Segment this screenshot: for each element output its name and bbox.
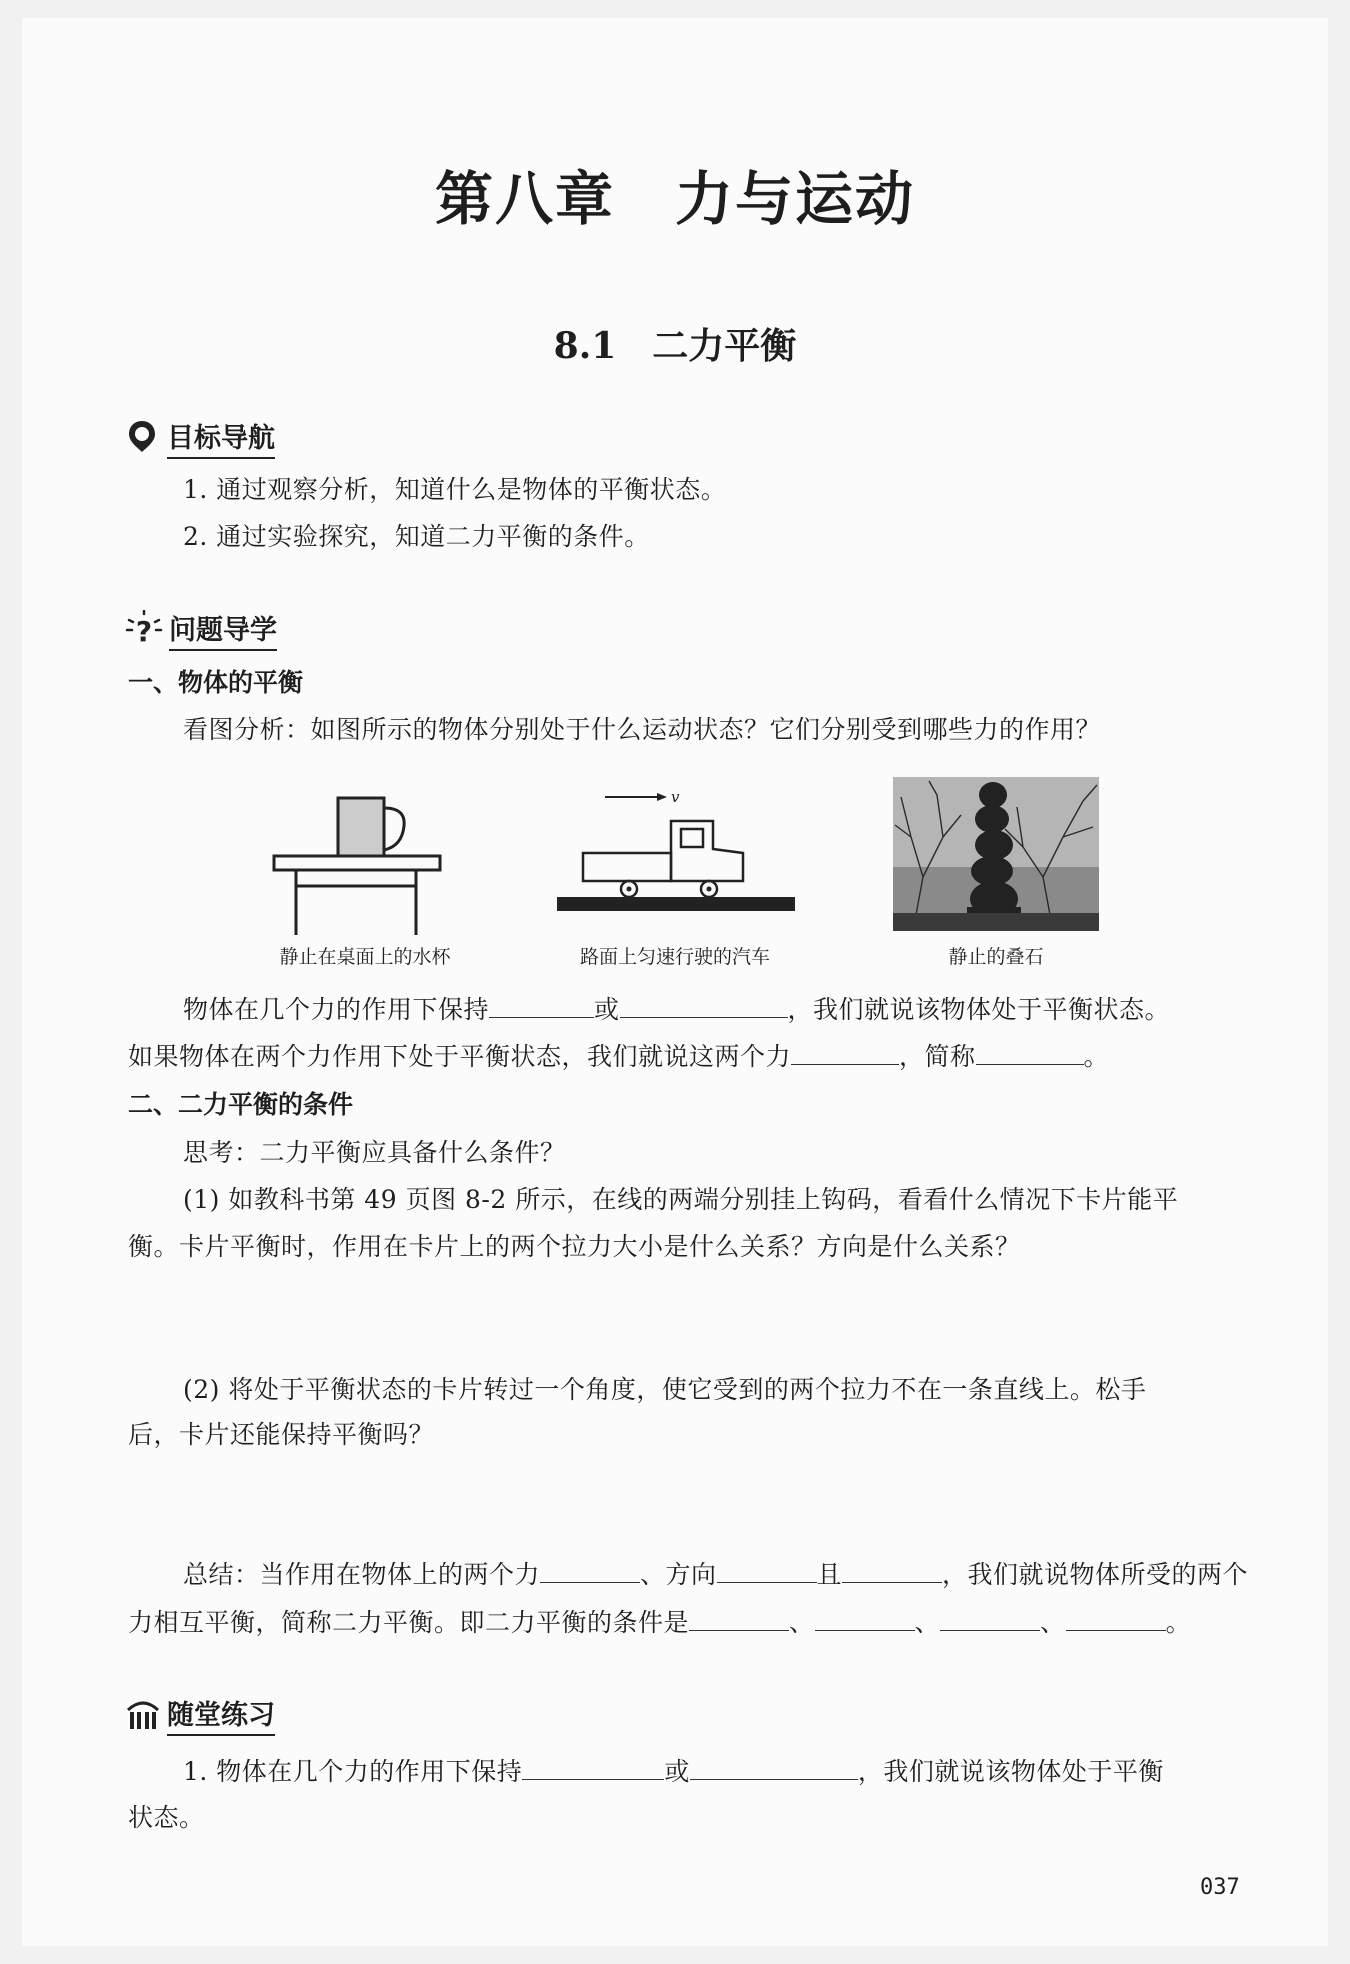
summary-blank-3[interactable] xyxy=(842,1558,942,1583)
summary2-sep-3: 、 xyxy=(1040,1608,1066,1637)
fill-sentence-1 xyxy=(183,990,1170,1026)
figure-caption-truck: 路面上匀速行驶的汽车 xyxy=(579,946,770,968)
question-1-line-2: 衡。卡片平衡时，作用在卡片上的两个拉力大小是什么关系？方向是什么关系？ xyxy=(128,1232,1021,1261)
condition-blank-3[interactable] xyxy=(940,1606,1040,1631)
question-2-line-1: (2) 将处于平衡状态的卡片转过一个角度，使它受到的两个拉力不在一条直线上。松手 xyxy=(183,1375,1147,1404)
target-heading-text: 目标导航 xyxy=(167,423,275,459)
practice-blank-1[interactable] xyxy=(522,1755,664,1780)
fill2-text-a: 如果物体在两个力作用下处于平衡状态，我们就说这两个力 xyxy=(128,1042,792,1071)
practice-blank-2[interactable] xyxy=(690,1755,858,1780)
fill2-text-c: 。 xyxy=(1083,1042,1110,1071)
condition-blank-1[interactable] xyxy=(689,1606,789,1631)
fill2-blank-2[interactable] xyxy=(976,1040,1084,1065)
summary2-end: 。 xyxy=(1165,1608,1192,1637)
practice-heading xyxy=(125,1693,275,1732)
practice-question-1-line-2: 状态。 xyxy=(128,1803,205,1832)
summary1-text-a: 总结：当作用在物体上的两个力 xyxy=(183,1560,541,1589)
part1-title: 一、物体的平衡 xyxy=(128,668,304,697)
fill2-text-b: ，简称 xyxy=(899,1042,976,1071)
summary-line-1 xyxy=(183,1555,1248,1591)
practice-heading-text: 随堂练习 xyxy=(167,1700,275,1736)
fill1-blank-1[interactable] xyxy=(489,993,594,1018)
target-heading xyxy=(125,416,275,455)
practice-question-1-line-1 xyxy=(183,1752,1164,1788)
figure-truck xyxy=(553,785,798,915)
fill1-text-b: 或 xyxy=(594,995,620,1024)
chapter-title: 第八章 力与运动 xyxy=(434,165,915,233)
figure-caption-stones: 静止的叠石 xyxy=(948,946,1044,968)
practice-q1-text-b: 或 xyxy=(664,1757,690,1786)
summary1-text-b: 、方向 xyxy=(640,1560,717,1589)
summary2-sep-1: 、 xyxy=(789,1608,815,1637)
figure-stacked-stones-photo xyxy=(893,777,1099,931)
location-pin-icon xyxy=(125,419,159,453)
fill1-text-a: 物体在几个力的作用下保持 xyxy=(183,995,490,1024)
fill1-text-c: ，我们就说该物体处于平衡状态。 xyxy=(787,995,1171,1024)
velocity-label: v xyxy=(671,788,680,806)
question-bulb-icon xyxy=(125,610,163,646)
summary-blank-2[interactable] xyxy=(717,1558,817,1583)
figure-caption-cup: 静止在桌面上的水杯 xyxy=(279,946,451,968)
target-item-1: 1. 通过观察分析，知道什么是物体的平衡状态。 xyxy=(183,475,727,504)
practice-q1-text-c: ，我们就说该物体处于平衡 xyxy=(857,1757,1164,1786)
svg-text:?: ? xyxy=(135,615,153,646)
target-item-2: 2. 通过实验探究，知道二力平衡的条件。 xyxy=(183,522,650,551)
summary1-text-c: 且 xyxy=(816,1560,843,1589)
think-question: 思考：二力平衡应具备什么条件？ xyxy=(183,1138,566,1167)
summary1-text-d: ，我们就说物体所受的两个 xyxy=(942,1560,1249,1589)
guide-heading-text: 问题导学 xyxy=(169,615,277,651)
summary2-text-a: 力相互平衡，简称二力平衡。即二力平衡的条件是 xyxy=(128,1608,690,1637)
fill-sentence-2 xyxy=(128,1037,1109,1073)
question-1-line-1: (1) 如教科书第 49 页图 8-2 所示，在线的两端分别挂上钩码，看看什么情况下卡片能平 xyxy=(183,1185,1179,1214)
classroom-icon xyxy=(125,1696,161,1730)
part1-prompt: 看图分析：如图所示的物体分别处于什么运动状态？它们分别受到哪些力的作用？ xyxy=(183,715,1102,744)
page-number: 037 xyxy=(1200,1875,1240,1900)
guide-heading xyxy=(125,608,277,647)
figure-cup-on-table xyxy=(270,790,450,940)
condition-blank-4[interactable] xyxy=(1066,1606,1166,1631)
page-sheet xyxy=(22,18,1328,1946)
summary2-sep-2: 、 xyxy=(914,1608,941,1637)
part2-title: 二、二力平衡的条件 xyxy=(128,1090,354,1119)
question-2-line-2: 后，卡片还能保持平衡吗？ xyxy=(128,1420,435,1449)
fill1-blank-2[interactable] xyxy=(620,993,788,1018)
section-title: 8.1 二力平衡 xyxy=(553,325,797,367)
summary-blank-1[interactable] xyxy=(540,1558,640,1583)
summary-line-2 xyxy=(128,1603,1191,1639)
practice-q1-text-a: 1. 物体在几个力的作用下保持 xyxy=(183,1757,523,1786)
fill2-blank-1[interactable] xyxy=(791,1040,899,1065)
condition-blank-2[interactable] xyxy=(815,1606,915,1631)
